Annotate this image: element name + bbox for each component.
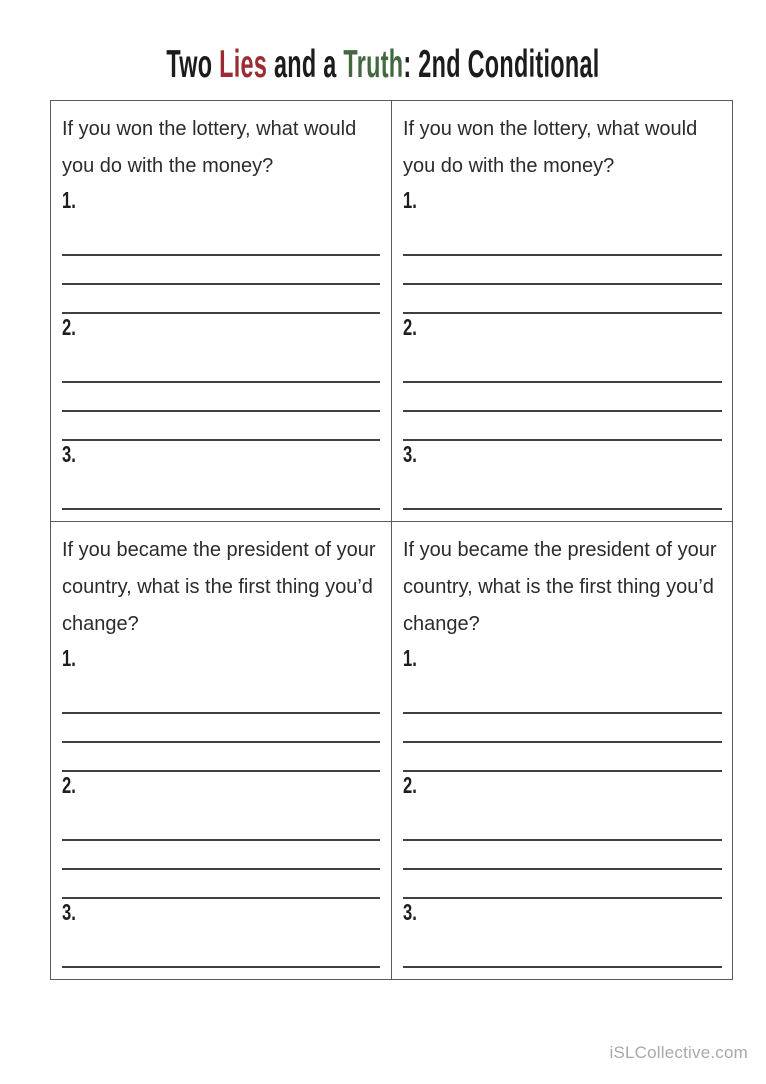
title-text — [166, 42, 599, 89]
question-text: If you became the president of your country, what is the first thing you’d change? — [403, 539, 717, 635]
answer-line — [403, 383, 722, 412]
answer-line — [403, 285, 722, 314]
item-number-label: 2. — [403, 314, 417, 340]
item-number — [403, 314, 722, 344]
item-number-label: 3. — [62, 899, 76, 925]
answer-line — [403, 870, 722, 899]
answer-line — [62, 675, 380, 714]
item-number — [403, 187, 722, 217]
watermark-text: iSLCollective.com — [609, 1043, 748, 1062]
answer-line — [62, 841, 380, 870]
answer-line — [62, 383, 380, 412]
item-number-label: 1. — [403, 645, 417, 671]
item-number — [62, 314, 380, 344]
answer-line — [403, 802, 722, 841]
answer-line — [62, 802, 380, 841]
answer-line — [62, 510, 380, 522]
title-segment: : 2nd Conditional — [403, 43, 600, 86]
item-number — [403, 899, 722, 929]
item-number — [403, 772, 722, 802]
answer-line — [403, 256, 722, 285]
answer-line — [403, 743, 722, 772]
answer-line — [403, 344, 722, 383]
answer-line — [403, 675, 722, 714]
answer-line — [62, 256, 380, 285]
item-number-label: 2. — [62, 772, 76, 798]
answer-line — [403, 929, 722, 968]
answer-line — [62, 714, 380, 743]
page-title — [0, 42, 766, 89]
item-number-label: 1. — [403, 187, 417, 213]
item-number-label: 3. — [403, 899, 417, 925]
item-number-label: 1. — [62, 645, 76, 671]
answer-line — [62, 217, 380, 256]
answer-line — [403, 510, 722, 522]
item-number-label: 3. — [62, 441, 76, 467]
item-number — [403, 441, 722, 471]
item-number — [62, 899, 380, 929]
item-number — [62, 441, 380, 471]
item-number — [62, 187, 380, 217]
answer-line — [403, 471, 722, 510]
question-text: If you became the president of your country, what is the first thing you’d change? — [62, 539, 376, 635]
worksheet-cell — [51, 101, 392, 522]
item-number — [403, 645, 722, 675]
title-segment: and a — [267, 43, 344, 86]
worksheet-cell — [51, 522, 392, 979]
answer-line — [62, 412, 380, 441]
answer-line — [403, 217, 722, 256]
answer-line — [403, 412, 722, 441]
worksheet-cell — [392, 522, 733, 979]
answer-line — [403, 968, 722, 979]
answer-line — [62, 743, 380, 772]
item-number-label: 3. — [403, 441, 417, 467]
title-segment: Truth — [343, 43, 404, 86]
answer-line — [62, 929, 380, 968]
item-number — [62, 772, 380, 802]
title-segment: Two — [166, 43, 220, 86]
answer-line — [62, 870, 380, 899]
answer-line — [62, 285, 380, 314]
worksheet-grid — [50, 100, 733, 980]
question-text: If you won the lottery, what would you do with the money? — [403, 118, 698, 177]
item-number-label: 1. — [62, 187, 76, 213]
answer-line — [403, 714, 722, 743]
item-number — [62, 645, 380, 675]
answer-line — [62, 471, 380, 510]
worksheet-cell — [392, 101, 733, 522]
item-number-label: 2. — [62, 314, 76, 340]
item-number-label: 2. — [403, 772, 417, 798]
answer-line — [403, 841, 722, 870]
answer-line — [62, 344, 380, 383]
question-text: If you won the lottery, what would you do with the money? — [62, 118, 357, 177]
answer-line — [62, 968, 380, 979]
title-segment: Lies — [219, 43, 268, 86]
